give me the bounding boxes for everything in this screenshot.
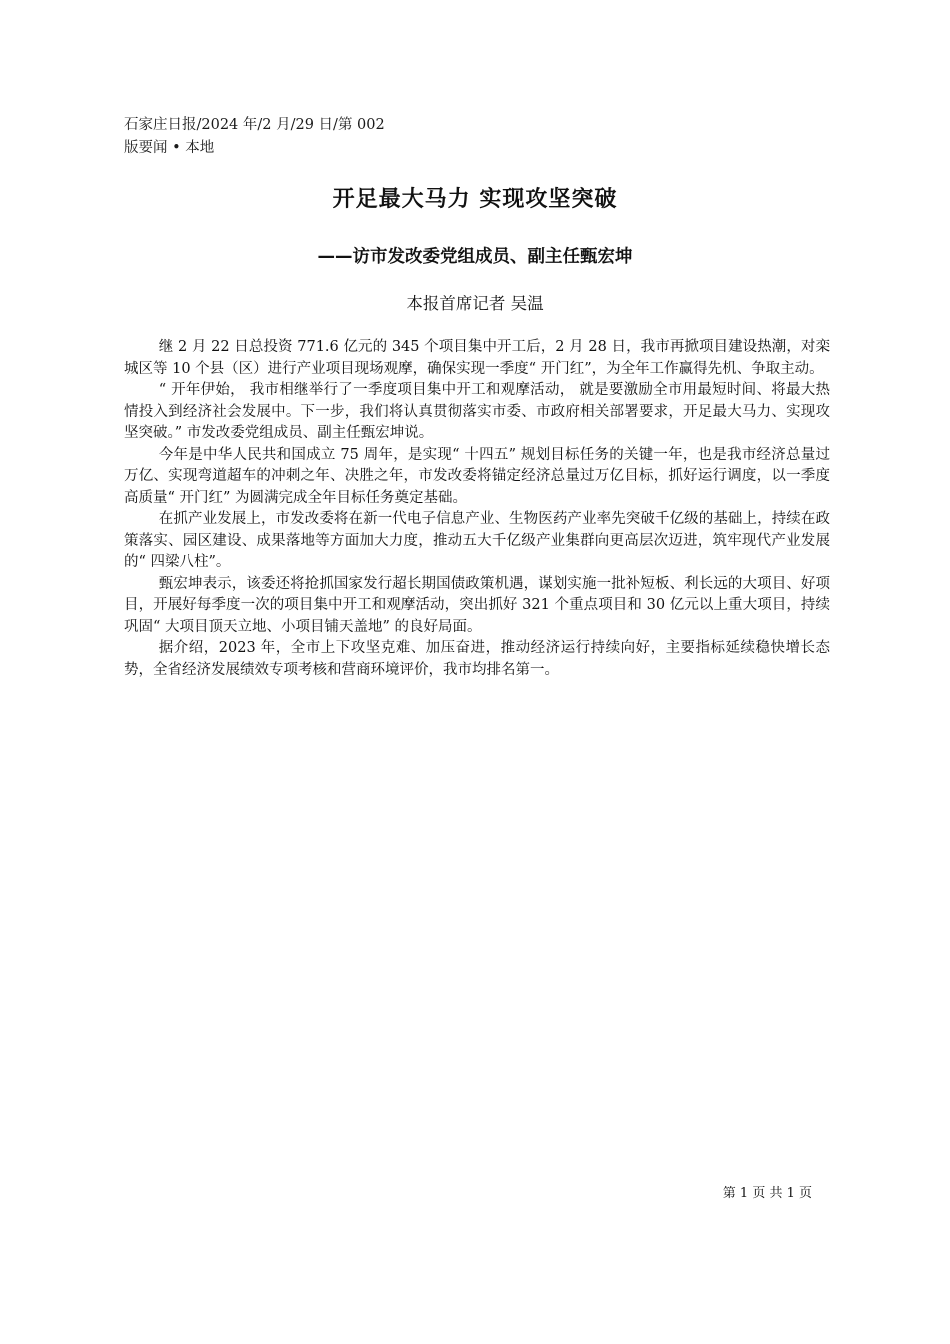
paragraph: 继 2 月 22 日总投资 771.6 亿元的 345 个项目集中开工后，2 月 28 日，我市再掀项目建设热潮，对栾城区等 10 个县（区）进行产业项目现场观摩，确保实现一季度“ 开门红”，为全年工作赢得先机、争取主动。 (124, 339, 830, 377)
article-title: 开足最大马力 实现攻坚突破 (332, 187, 618, 212)
source-info (124, 114, 385, 160)
source-line: 石家庄日报/2024 年/2 月/29 日/第 002 (124, 117, 385, 133)
paragraph: 今年是中华人民共和国成立 75 周年，是实现“ 十四五” 规划目标任务的关键一年，也是我市经济总量过万亿、实现弯道超车的冲刺之年、决胜之年，市发改委将锚定经济总量过万亿目标，抓好运行调度，以一季度高质量“ 开门红” 为圆满完成全年目标任务奠定基础。 (124, 446, 830, 506)
section-line: 版要闻 • 本地 (124, 140, 215, 156)
article-subtitle: ——访市发改委党组成员、副主任甄宏坤 (317, 247, 633, 267)
paragraph: 在抓产业发展上，市发改委将在新一代电子信息产业、生物医药产业率先突破千亿级的基础上，持续在政策落实、园区建设、成果落地等方面加大力度，推动五大千亿级产业集群向更高层次迈进，筑牢现代产业发展的“ 四梁八柱”。 (124, 511, 830, 570)
paragraph: “ 开年伊始， 我市相继举行了一季度项目集中开工和观摩活动， 就是要激励全市用最短时间、将最大热情投入到经济社会发展中。下一步，我们将认真贯彻落实市委、市政府相关部署要求，开足最大马力、实现攻坚突破。” 市发改委党组成员、副主任甄宏坤说。 (124, 382, 830, 441)
paragraph: 据介绍，2023 年，全市上下攻坚克难、加压奋进，推动经济运行持续向好，主要指标延续稳快增长态势，全省经济发展绩效专项考核和营商环境评价，我市均排名第一。 (124, 640, 830, 678)
page-indicator: 第 1 页 共 1 页 (722, 1186, 812, 1201)
article-byline: 本报首席记者 吴温 (406, 294, 544, 313)
paragraph: 甄宏坤表示，该委还将抢抓国家发行超长期国债政策机遇，谋划实施一批补短板、利长远的大项目、好项目，开展好每季度一次的项目集中开工和观摩活动，突出抓好 321 个重点项目和 30 亿元以上重大项目，持续巩固“ 大项目顶天立地、小项目铺天盖地” 的良好局面。 (124, 575, 830, 635)
article-body (124, 337, 830, 681)
